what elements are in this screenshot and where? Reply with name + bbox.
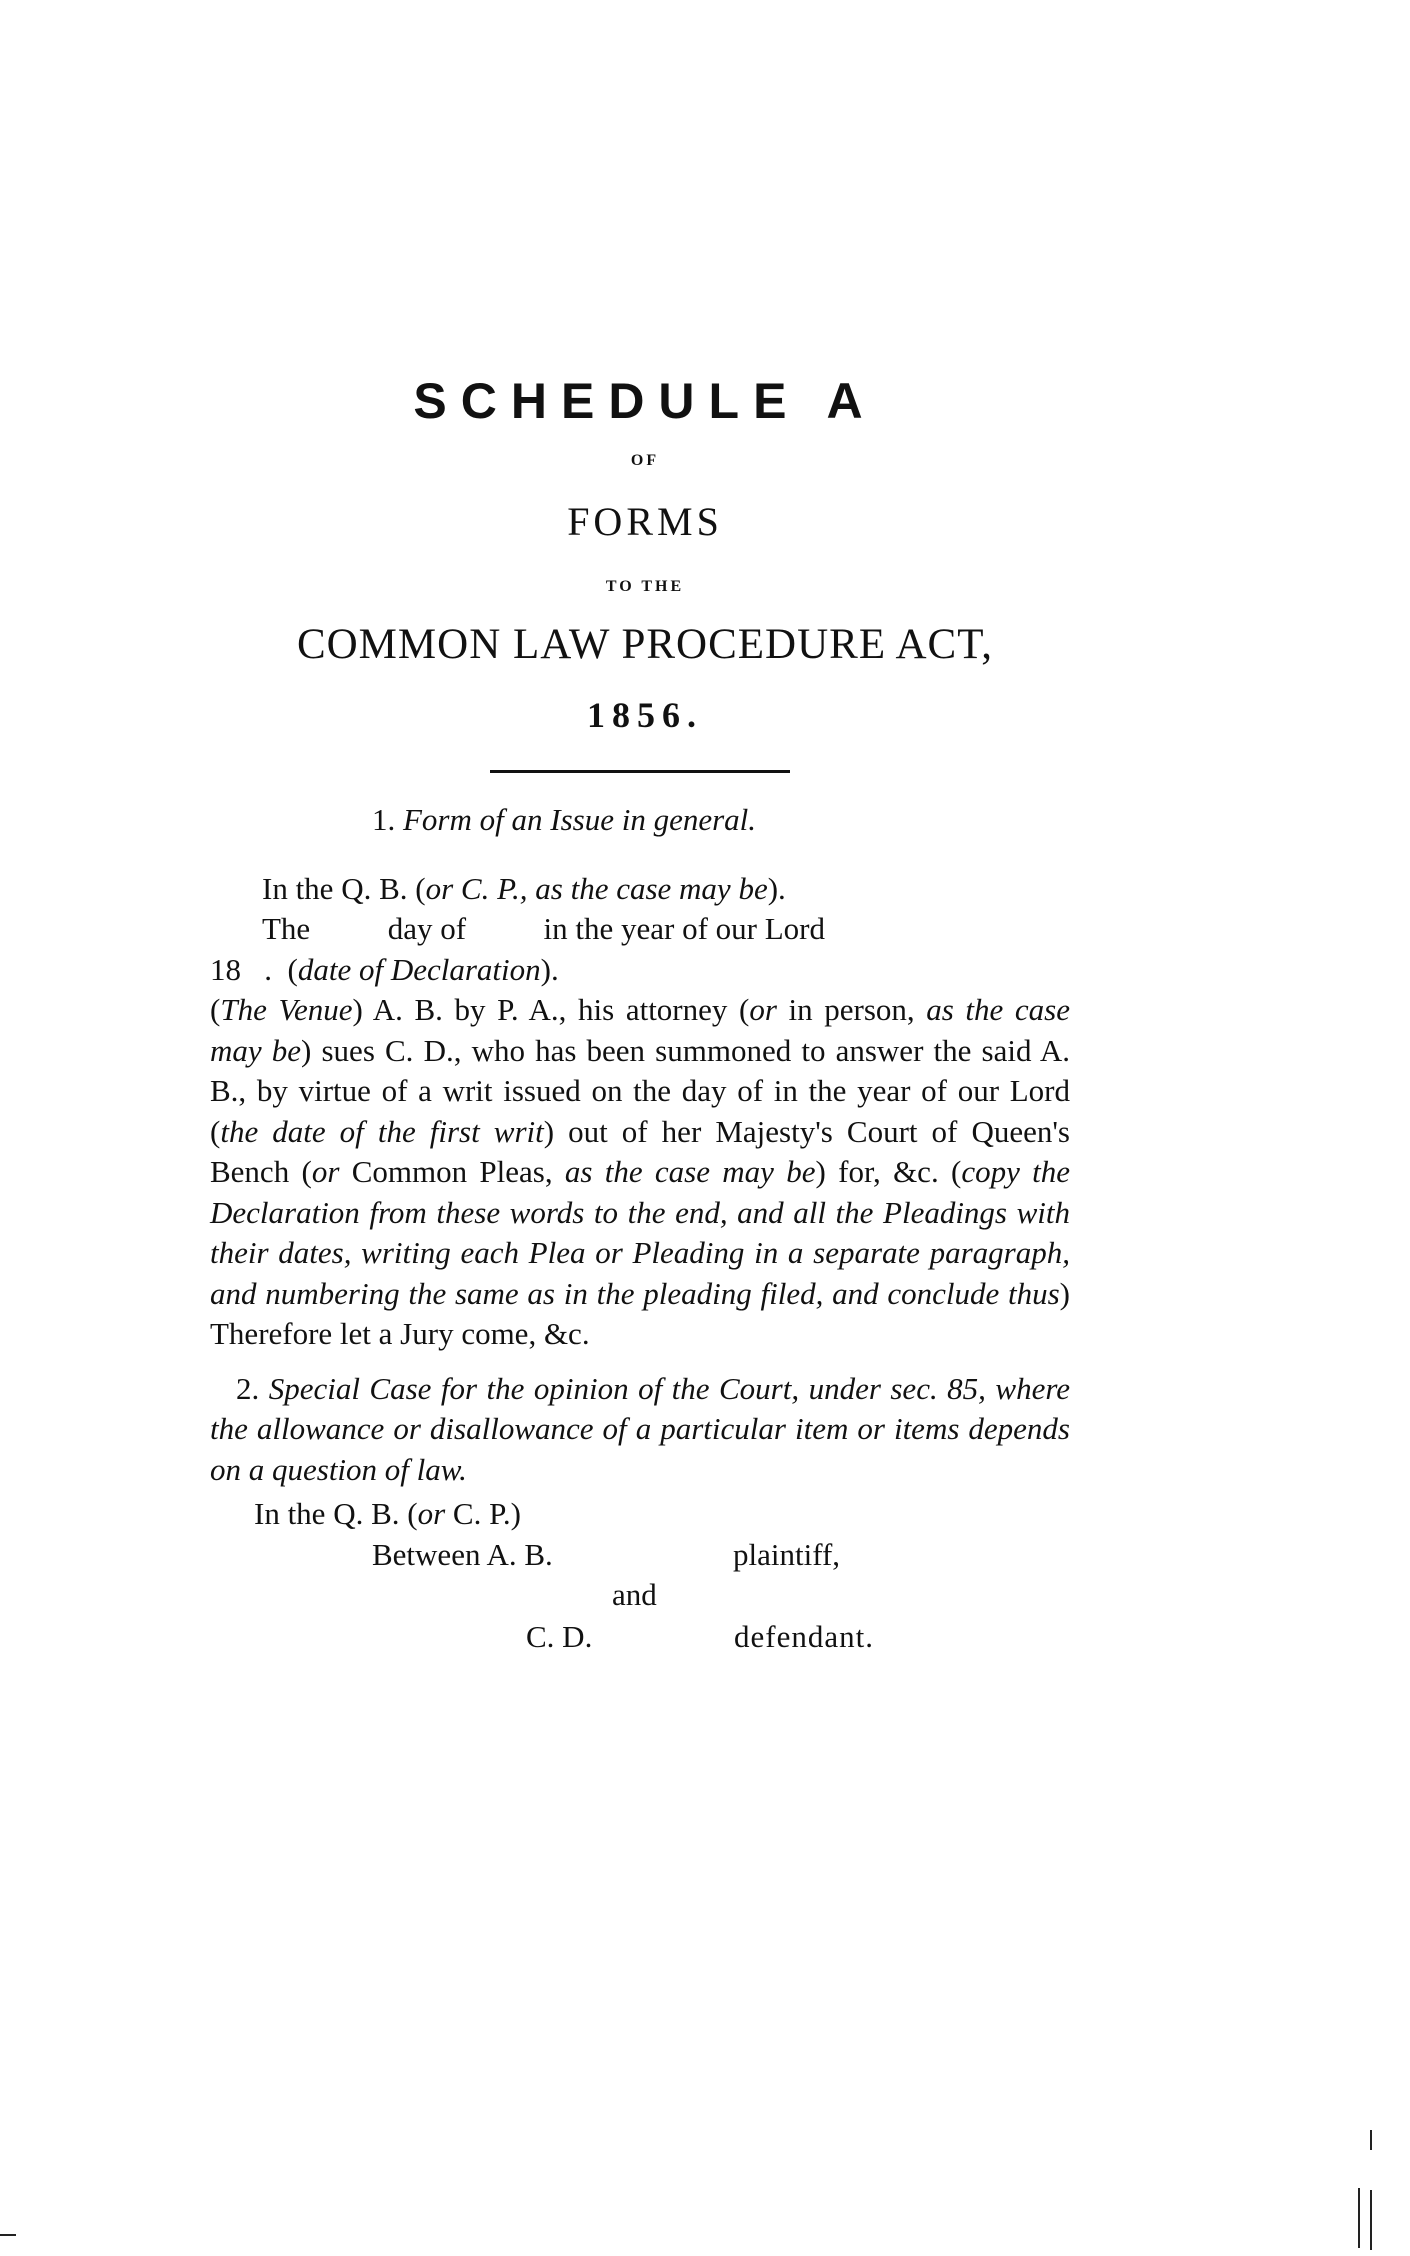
scan-mark-right-bottom-inner — [1358, 2188, 1360, 2248]
sues-text: ) sues C. D., who has been summoned to answer the said A. B., by virtue of a writ issued on the day of in the year of our Lord ( — [210, 1032, 1071, 1149]
section-1-main-paragraph — [210, 990, 1070, 1355]
in-person-text: in person, — [776, 992, 927, 1027]
court-2-prefix: In the Q. B. ( — [254, 1496, 418, 1531]
court-2-italic: or — [417, 1496, 446, 1531]
case-may-be-2-italic: as the case may be — [564, 1154, 816, 1189]
section-1-number: 1. — [372, 802, 396, 837]
between-label: Between A. B. — [372, 1536, 553, 1572]
court-text: ) out of her Majesty's Court of Queen's Bench ( — [210, 1113, 1070, 1189]
section-1-heading — [210, 800, 1070, 841]
scan-mark-right-bottom — [1370, 2190, 1372, 2250]
date-first-writ-italic: the date of the first writ — [220, 1113, 544, 1149]
defendant-label: defendant. — [734, 1618, 874, 1654]
for-text: ) for, &c. ( — [815, 1154, 962, 1189]
act-title: COMMON LAW PROCEDURE ACT, — [296, 621, 994, 668]
declaration-suffix: ). — [540, 951, 559, 987]
section-1-date-line — [210, 909, 1070, 950]
section-2-court-line — [210, 1494, 1070, 1535]
section-1-court-line — [210, 869, 1070, 910]
and-label: and — [612, 1576, 657, 1612]
venue-open: ( — [210, 992, 221, 1027]
venue-text: ) A. B. by P. A., his attorney ( — [352, 992, 750, 1027]
of-label: OF — [630, 452, 660, 469]
schedule-title: SCHEDULE A — [413, 373, 877, 429]
or-in-italic: or — [749, 992, 777, 1027]
date-line-text: The day of in the year of our Lord — [262, 911, 826, 946]
act-year: 1856. — [587, 695, 703, 735]
or-common-italic: or — [311, 1154, 340, 1189]
common-pleas-text: Common Pleas, — [339, 1154, 565, 1189]
court-2-suffix: C. P.) — [445, 1496, 521, 1531]
venue-italic: The Venue — [220, 992, 353, 1027]
section-2-title: Special Case for the opinion of the Court, under sec. 85, where the allowance or disallowance of a particular item or items depends on a question of law. — [210, 1370, 1070, 1487]
therefore-text: ) Therefore let a Jury come, &c. — [210, 1275, 1070, 1351]
to-the-label: TO THE — [605, 578, 685, 595]
section-1-title: Form of an Issue in general. — [403, 802, 757, 837]
court-prefix: In the Q. B. ( — [262, 870, 426, 906]
cd-label: C. D. — [526, 1618, 593, 1654]
declaration-prefix: 18 . ( — [210, 951, 298, 987]
copy-instruction-italic: copy the Declaration from these words to the end, and all the Pleadings with their dates, writing each Plea or Pleading in a separate paragraph, and numbering the same as in the pleading filed, and conclude thus — [210, 1154, 1070, 1311]
body-text — [210, 800, 1070, 1665]
forms-title: FORMS — [567, 499, 723, 544]
section-2-heading — [210, 1369, 1070, 1491]
section-1-declaration-line — [210, 950, 1070, 991]
divider-rule — [490, 770, 790, 773]
scan-mark-right-top — [1370, 2130, 1372, 2150]
court-italic: or C. P., as the case may be — [425, 870, 768, 906]
declaration-italic: date of Declaration — [297, 951, 541, 987]
parties-block — [210, 1535, 1070, 1665]
scan-mark-left — [0, 2234, 16, 2236]
section-2-number: 2. — [236, 1370, 260, 1406]
plaintiff-label: plaintiff, — [733, 1536, 841, 1572]
court-suffix: ). — [767, 870, 786, 906]
case-may-be-italic: as the case may be — [210, 992, 1070, 1068]
